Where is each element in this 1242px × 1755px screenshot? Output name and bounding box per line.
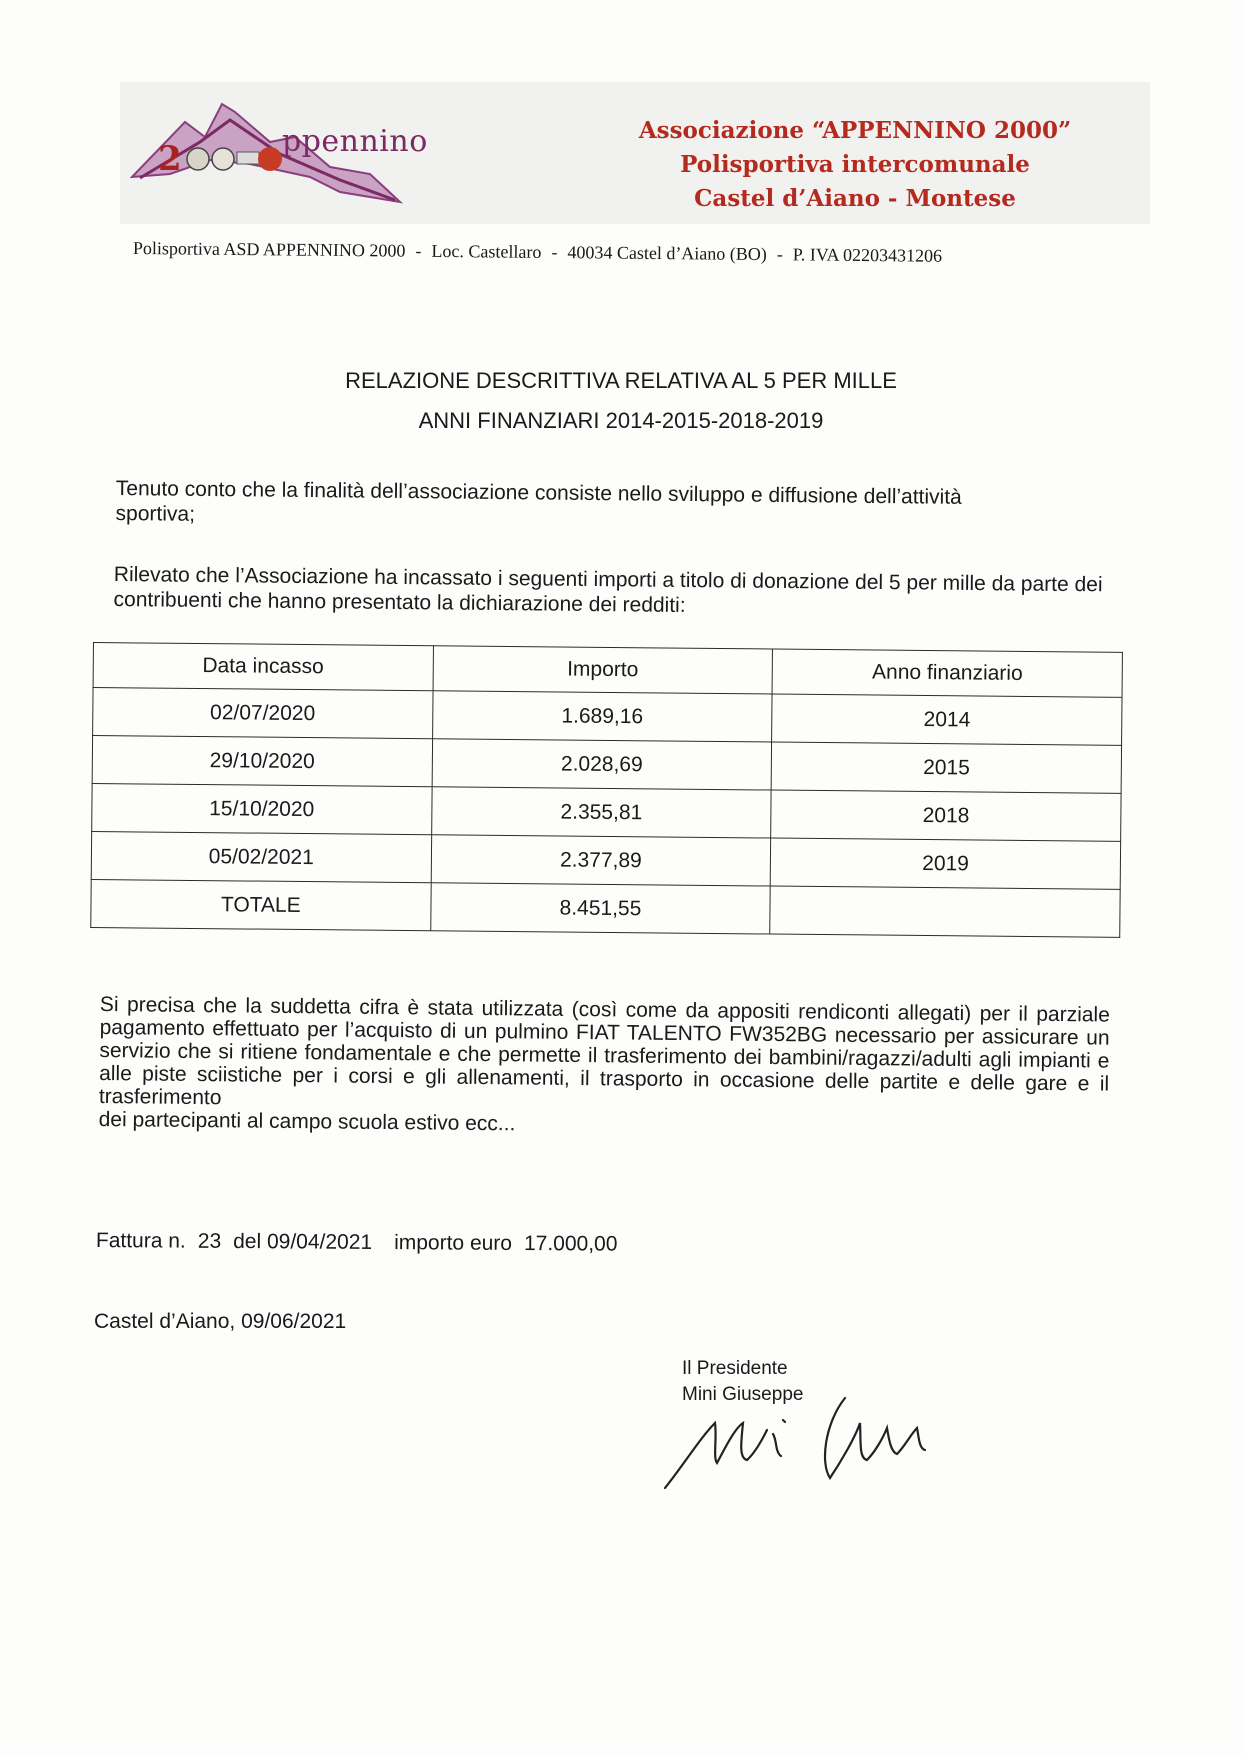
- document-subtitle: ANNI FINANZIARI 2014-2015-2018-2019: [418, 408, 824, 433]
- logo-wordmark: ppennino: [282, 124, 428, 159]
- document-title: RELAZIONE DESCRITTIVA RELATIVA AL 5 PER MILLE: [345, 368, 897, 393]
- cell-year: 2015: [771, 742, 1121, 793]
- cell-total-amount: 8.451,55: [430, 883, 770, 934]
- invoice-label: Fattura n.: [95, 1229, 186, 1253]
- cell-year: 2018: [771, 790, 1121, 841]
- invoice-number: 23: [197, 1229, 222, 1253]
- paragraph-purpose: Tenuto conto che la finalità dell’associazione consiste nello sviluppo e diffusione dell’attività sportiva;: [115, 476, 962, 526]
- address-part: Loc. Castellaro: [431, 240, 542, 262]
- table-total-row: [91, 879, 1120, 937]
- paragraph-donations: Rilevato che l’Associazione ha incassato i seguenti importi a titolo di donazione del 5 per mille da parte dei contribuenti che hanno presentato la dichiarazione dei redditi:: [113, 562, 1103, 617]
- cell-date: 05/02/2021: [91, 831, 431, 882]
- cell-date: 15/10/2020: [92, 783, 432, 834]
- donations-table: [90, 642, 1123, 938]
- cell-amount: 2.028,69: [432, 739, 772, 790]
- column-header: Anno finanziario: [772, 649, 1122, 697]
- address-line: Polisportiva ASD APPENNINO 2000 - Loc. Castellaro - 40034 Castel d’Aiano (BO) - P. IVA 02203431206: [132, 238, 943, 266]
- cell-date: 02/07/2020: [93, 688, 433, 739]
- signer-role: Il Presidente: [682, 1358, 788, 1379]
- cell-amount: 2.377,89: [431, 835, 771, 886]
- address-part: P. IVA 02203431206: [792, 244, 943, 266]
- address-part: Polisportiva ASD APPENNINO 2000: [132, 238, 406, 261]
- address-part: 40034 Castel d’Aiano (BO): [567, 242, 767, 265]
- cell-amount: 1.689,16: [432, 691, 772, 742]
- column-header: Importo: [433, 646, 773, 694]
- cell-amount: 2.355,81: [431, 787, 771, 838]
- place-and-date: Castel d’Aiano, 09/06/2021: [94, 1310, 347, 1333]
- svg-text:2: 2: [158, 139, 182, 179]
- invoice-line: [96, 1229, 630, 1257]
- cell-empty: [770, 886, 1120, 937]
- invoice-date: del 09/04/2021: [233, 1229, 373, 1254]
- handwritten-signature: [655, 1368, 985, 1498]
- paragraph-usage-body: Si precisa che la suddetta cifra è stata utilizzata (così come da appositi rendiconti allegati) per il parziale pagamento effettuato per l’acquisto di un pulmino FIAT TALENTO FW352BG necessario per assicurare un servizio che si ritiene fondamentale e che permette il trasferimento dei bambini/ragazzi/adulti agli impianti e alle piste sciistiche per i corsi e gli allenamenti, il trasporto in occasione delle partite e delle gare e il trasferimento: [98, 993, 1110, 1110]
- cell-year: 2019: [771, 838, 1121, 889]
- signer-name: Mini Giuseppe: [682, 1384, 804, 1405]
- cell-date: 29/10/2020: [92, 736, 432, 787]
- cell-total-label: TOTALE: [91, 879, 431, 930]
- assoc-line: Polisportiva intercomunale: [680, 151, 1030, 178]
- assoc-line: Associazione “APPENNINO 2000”: [638, 117, 1072, 144]
- cell-year: 2014: [772, 694, 1122, 745]
- assoc-line: Castel d’Aiano - Montese: [694, 185, 1016, 212]
- paragraph-usage: [99, 993, 1110, 1142]
- association-name-block: [590, 114, 1120, 216]
- invoice-amount: 17.000,00: [523, 1231, 618, 1256]
- column-header: Data incasso: [93, 643, 433, 691]
- paragraph-usage-last-line: dei partecipanti al campo scuola estivo ecc...: [98, 1107, 516, 1136]
- invoice-amount-label: importo euro: [394, 1231, 513, 1255]
